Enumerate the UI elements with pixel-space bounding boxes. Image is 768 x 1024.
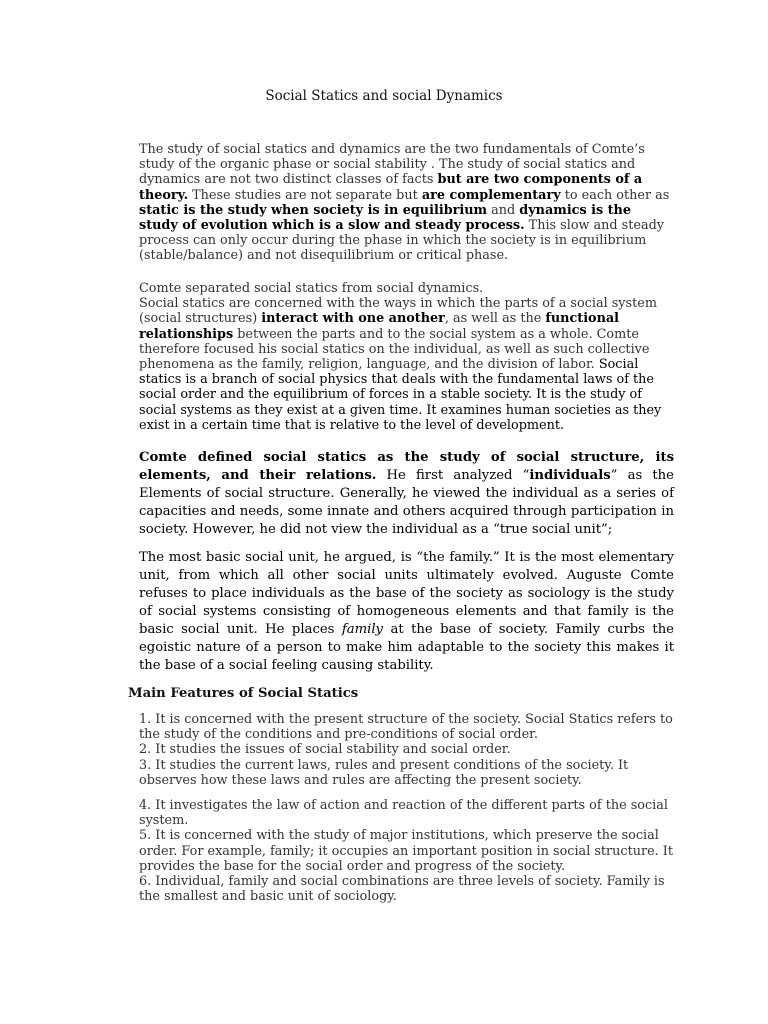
italic-text: family (341, 622, 384, 637)
paragraph-family (139, 549, 674, 675)
text-span: ” as the Elements of social structure. Generally, he viewed the individual as a series of capacities and needs, some innate and others acquired through participation in society. However, he did not view the individual as a “true social unit”; (139, 468, 674, 537)
text-line: Comte separated social statics from social dynamics. (139, 281, 484, 296)
bold-text: Comte defined social statics as the study of social structure, its elements, and their relations. (139, 450, 674, 483)
list-item: 1. It is concerned with the present structure of the society. Social Statics refers to the study of the conditions and pre-conditions of social order. (139, 712, 673, 743)
text-span: Social statics are concerned with the ways in which the parts of a social system (social structures) (139, 296, 657, 327)
text-span: at the base of society. Family curbs the egoistic nature of a person to make him adaptable to the society this makes it the base of a social feeling causing stability. (139, 622, 674, 673)
list-item: 2. It studies the issues of social stability and social order. (139, 742, 511, 758)
text-span: This slow and steady process can only occur during the phase in which the society is in equilibrium (stable/balance) and not disequilibrium or critical phase. (139, 218, 665, 264)
paragraph-intro (139, 142, 674, 264)
feature-list-1 (139, 712, 674, 788)
text-span: , as well as the (444, 311, 546, 327)
text-span: The study of social statics and dynamics are the two fundamentals of Comte’s study of the organic phase or social stability . The study of social statics and dynamics are not two distinct classes of facts (139, 142, 645, 188)
feature-list-2 (139, 798, 674, 904)
paragraph-statics (139, 281, 674, 433)
bold-text: individuals (529, 468, 611, 483)
list-item: 6. Individual, family and social combinations are three levels of society. Family is the smallest and basic unit of sociology. (139, 874, 665, 905)
text-span: to each other as (560, 187, 670, 203)
bold-text: functional relationships (139, 311, 620, 342)
text-span: Social statics is a branch of social physics that deals with the fundamental laws of the social order and the equilibrium of forces in a stable society. It is the study of social systems as they exist at a given time. It examines human societies as they exist in a certain time that is relative to the level of development. (139, 357, 662, 433)
bold-text: are complementary (421, 187, 561, 203)
list-item: 5. It is concerned with the study of major institutions, which preserve the social order. For example, family; it occupies an important position in social structure. It provides the base for the social order and progress of the society. (139, 828, 673, 874)
text-span: These studies are not separate but (188, 187, 422, 203)
list-item: 3. It studies the current laws, rules and present conditions of the society. It observes how these laws and rules are affecting the present society. (139, 757, 629, 788)
text-span: and (487, 202, 520, 218)
bold-text: static is the study when society is in equilibrium (139, 202, 488, 218)
text-span: He first analyzed “ (376, 468, 530, 483)
bold-text: but are two components of a theory. (139, 172, 643, 203)
text-span: The most basic social unit, he argued, is “the family.” It is the most elementary unit, from which all other social units ultimately evolved. Auguste Comte refuses to place individuals as the base of the society as sociology is the study of social systems consisting of homogeneous elements and that family is the basic social unit. He places (139, 550, 674, 637)
paragraph-definition (139, 449, 674, 539)
bold-text: interact with one another (261, 311, 445, 327)
text-span: between the parts and to the social system as a whole. Comte therefore focused his social statics on the individual, as well as such collective phenomena as the family, religion, language, and the division of labor. (139, 326, 650, 373)
list-item: 4. It investigates the law of action and reaction of the different parts of the social system. (139, 798, 668, 829)
section-heading: Main Features of Social Statics (128, 686, 359, 701)
bold-text: dynamics is the study of evolution which is a slow and steady process. (139, 202, 632, 234)
document-title: Social Statics and social Dynamics (265, 88, 503, 104)
